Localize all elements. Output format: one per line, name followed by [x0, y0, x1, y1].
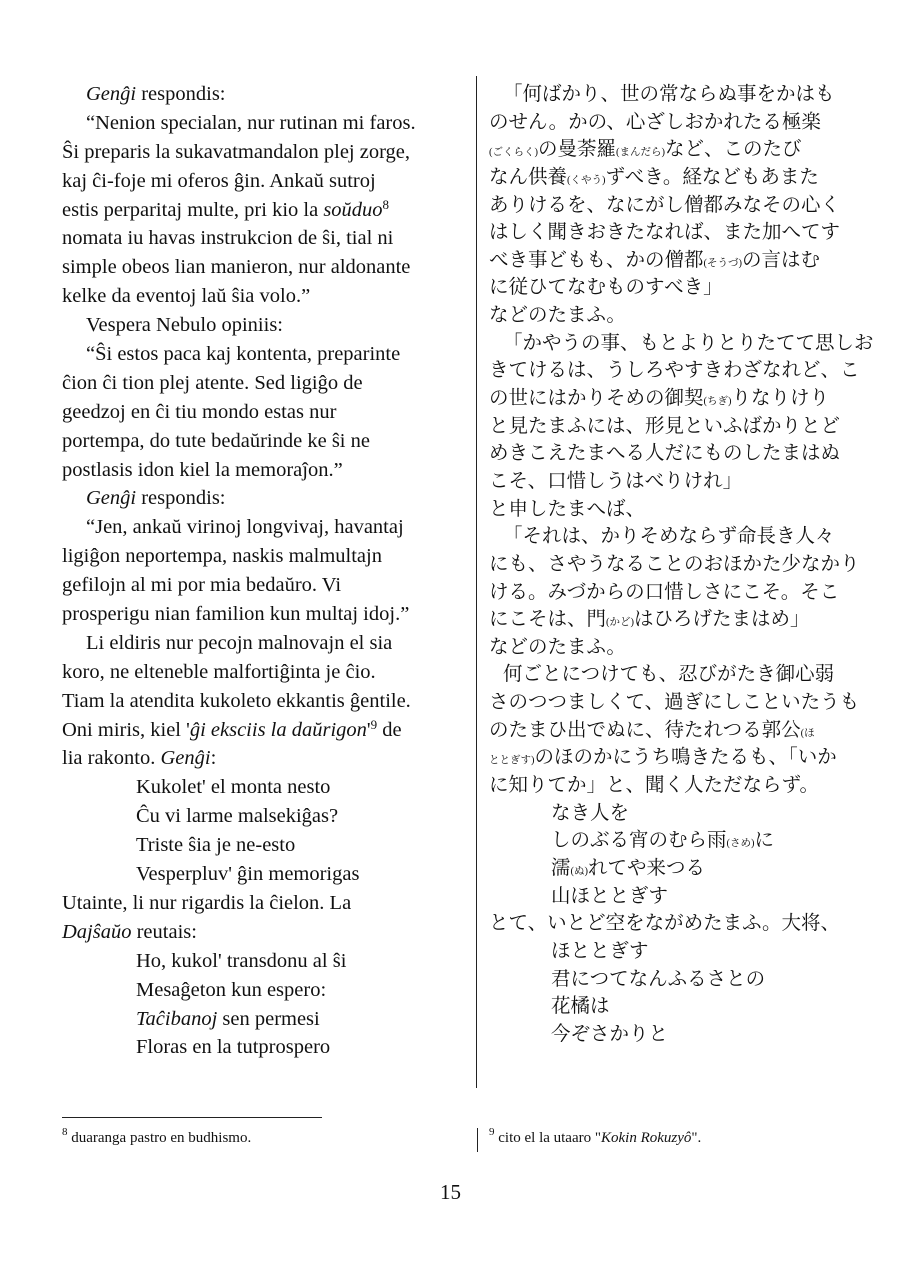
text-segment: の言はむ — [742, 249, 821, 271]
text-segment: のせん。かの、心ざしおかれたる極楽 — [489, 111, 821, 133]
text-line — [489, 993, 849, 1021]
text-line — [62, 138, 467, 167]
text-line — [489, 109, 849, 137]
text-segment: de — [377, 718, 402, 741]
text-line — [489, 827, 849, 855]
footnote-text: cito el la utaaro " — [494, 1130, 601, 1146]
text-segment: kaj ĉi-foje mi oferos ĝin. Ankaŭ sutroj — [62, 169, 376, 192]
footnote-8 — [62, 1126, 252, 1147]
text-segment: sen permesi — [217, 1007, 320, 1030]
text-segment: Tiam la atendita kukoleto ekkantis ĝentile. — [62, 689, 411, 712]
text-segment: “Nenion specialan, nur rutinan mi faros. — [86, 111, 416, 134]
text-segment: こそ、口惜しうはべりけれ」 — [489, 470, 743, 492]
text-line — [62, 484, 467, 513]
esperanto-column — [62, 80, 467, 1062]
text-segment: ' — [366, 718, 371, 741]
text-line — [489, 772, 849, 800]
text-segment: のたまひ出でぬに、待たれつる郭公 — [489, 719, 801, 741]
text-line — [489, 468, 849, 496]
text-line — [489, 81, 849, 109]
text-segment: 今ぞさかりと — [551, 1023, 669, 1045]
text-segment: nomata iu havas instrukcion de ŝi, tial ni — [62, 227, 394, 250]
text-segment: にこそは、門 — [489, 609, 607, 631]
text-segment: reutais: — [131, 920, 197, 943]
text-line — [62, 369, 467, 398]
footnote-ref: 9 — [370, 716, 378, 732]
text-line — [489, 966, 849, 994]
text-segment: Utainte, li nur rigardis la ĉielon. La — [62, 891, 352, 914]
text-line — [62, 542, 467, 571]
text-segment: Floras en la tutprospero — [136, 1036, 331, 1059]
text-segment: のほのかにうち鳴きたるも、「いか — [534, 747, 837, 769]
furigana: (さめ) — [726, 838, 755, 850]
text-segment: など、このたび — [665, 139, 802, 161]
text-segment: 何ごとにつけても、忍びがたき御心弱 — [503, 664, 835, 686]
text-segment: 濡 — [551, 857, 571, 879]
text-segment: の世にはかりそめの御契 — [489, 388, 704, 410]
text-line — [62, 167, 467, 196]
text-line — [489, 883, 849, 911]
text-line — [489, 855, 849, 883]
furigana: (まんだら) — [616, 147, 666, 159]
text-line — [489, 910, 849, 938]
text-segment: Kukolet' el monta nesto — [136, 776, 331, 799]
text-segment: 君につてなんふるさとの — [551, 968, 766, 990]
text-line — [489, 274, 849, 302]
text-segment: しのぶる宵のむら雨 — [551, 830, 727, 852]
text-segment: れてや来つる — [588, 857, 706, 879]
text-line — [489, 551, 860, 579]
text-segment: はひろげたまはめ」 — [634, 609, 810, 631]
furigana: (かど) — [606, 617, 635, 629]
text-segment: respondis: — [136, 487, 226, 510]
italic-text: soŭduo — [323, 198, 383, 221]
furigana: (ぬ) — [570, 865, 589, 877]
text-segment: に — [754, 830, 775, 852]
text-line — [489, 357, 860, 385]
text-segment: : — [210, 747, 217, 770]
text-segment: Ŝi preparis la sukavatmandalon plej zorge, — [62, 140, 411, 163]
column-divider — [476, 76, 477, 1088]
text-segment: さのつつましくて、過ぎにしこといたうも — [489, 692, 860, 714]
text-segment: ずべき。経などもあまた — [605, 166, 819, 188]
italic-text: Genĝi — [86, 83, 137, 105]
furigana: (ちぎ) — [703, 396, 732, 408]
text-line — [62, 1033, 467, 1062]
text-segment: とて、いとど空をながめたまふ。大将、 — [489, 913, 841, 935]
text-line — [62, 773, 467, 802]
text-line — [62, 224, 467, 253]
furigana: (ごくらく) — [489, 147, 538, 159]
text-segment: portempa, do tute bedaŭrinde ke ŝi ne — [62, 429, 370, 452]
text-segment: koro, ne elteneble malfortiĝinta je ĉio. — [62, 660, 376, 683]
text-line — [62, 513, 467, 542]
text-line — [62, 1005, 467, 1034]
text-line — [489, 744, 849, 772]
text-segment: Ĉu vi larme malsekiĝas? — [136, 805, 339, 828]
text-line — [62, 629, 467, 658]
text-segment: respondis: — [136, 83, 226, 105]
text-line — [62, 109, 467, 138]
text-line — [62, 427, 467, 456]
text-segment: Ho, kukol' transdonu al ŝi — [136, 949, 347, 972]
footnote-mark: 8 — [62, 1126, 68, 1138]
text-line — [62, 253, 467, 282]
italic-text: Taĉibanoj — [136, 1007, 218, 1030]
text-line — [489, 247, 849, 275]
text-line — [62, 744, 467, 773]
text-segment: と見たまふには、形見といふばかりとど — [489, 415, 841, 437]
text-line — [489, 330, 874, 358]
page-number: 15 — [440, 1180, 461, 1204]
text-segment: に知りてか」と、聞く人ただならず。 — [489, 775, 819, 797]
footnote-9 — [489, 1126, 702, 1147]
text-segment: なん供養 — [489, 166, 568, 188]
text-segment: estis perparitaj multe, pri kio la — [62, 198, 324, 221]
text-segment: prosperigu nian familion kun multaj idoj.” — [62, 603, 410, 626]
footnote-text-end: ". — [691, 1130, 702, 1146]
italic-text: Genĝi — [86, 487, 137, 510]
text-segment: などのたまふ。 — [489, 305, 626, 327]
text-line — [62, 80, 467, 109]
text-line — [62, 860, 467, 889]
text-line — [489, 136, 849, 164]
text-segment: kelke da eventoj laŭ ŝia volo.” — [62, 285, 311, 308]
text-line — [489, 302, 849, 330]
text-line — [62, 976, 467, 1005]
text-segment: はしく聞きおきたなれば、また加へてす — [489, 222, 841, 244]
text-segment: 「何ばかり、世の常ならぬ事をかはも — [503, 84, 835, 105]
italic-text: Genĝi — [160, 747, 211, 770]
text-segment: ligiĝon neportempa, naskis malmultajn — [62, 545, 382, 568]
text-segment: と申したまへば、 — [489, 498, 646, 520]
text-line — [62, 918, 467, 947]
text-line — [489, 164, 849, 192]
text-line — [489, 413, 849, 441]
footnote-title: Kokin Rokuzyô — [601, 1130, 692, 1146]
text-line — [62, 831, 467, 860]
italic-text: Dajŝaŭo — [62, 920, 132, 943]
text-segment: simple obeos lian manieron, nur aldonante — [62, 256, 411, 279]
furigana: (くやう) — [567, 174, 606, 186]
footnote-divider — [477, 1128, 478, 1152]
japanese-column — [489, 81, 874, 1048]
text-segment: きてけるは、うしろやすきわざなれど、こ — [489, 360, 860, 382]
text-segment: lia rakonto. — [62, 747, 161, 770]
text-segment: べき事どもも、かの僧都 — [489, 249, 704, 271]
text-line — [489, 689, 860, 717]
text-line — [489, 717, 849, 745]
text-line — [489, 523, 849, 551]
text-line — [489, 192, 849, 220]
text-segment: Triste ŝia je ne-esto — [136, 834, 296, 857]
text-segment: gefilojn al mi por mia bedaŭro. Vi — [62, 574, 342, 597]
text-segment: geedzoj en ĉi tiu mondo estas nur — [62, 400, 337, 423]
footnote-rule — [62, 1117, 322, 1118]
footnote-text: duaranga pastro en budhismo. — [67, 1130, 252, 1146]
footnote-mark: 9 — [489, 1126, 495, 1138]
text-segment: Vesperpluv' ĝin memorigas — [136, 863, 360, 886]
text-line — [62, 687, 467, 716]
text-line — [62, 456, 467, 485]
text-line — [489, 800, 849, 828]
text-line — [62, 282, 467, 311]
text-segment: “Ŝi estos paca kaj kontenta, preparinte — [86, 343, 401, 366]
text-line — [62, 658, 467, 687]
text-segment: 「それは、かりそめならず命長き人々 — [503, 526, 835, 548]
text-line — [489, 385, 849, 413]
text-line — [62, 398, 467, 427]
text-line — [489, 496, 849, 524]
text-line — [62, 340, 467, 369]
text-segment: 山ほととぎす — [551, 885, 669, 907]
text-segment: に従ひてなむものすべき」 — [489, 277, 723, 299]
text-segment: などのたまふ。 — [489, 636, 626, 658]
text-segment: Oni miris, kiel ' — [62, 718, 190, 741]
text-segment: “Jen, ankaŭ virinoj longvivaj, havantaj — [86, 516, 404, 539]
text-line — [489, 1021, 849, 1049]
text-segment: Li eldiris nur pecojn malnovajn el sia — [86, 631, 393, 654]
footnote-ref: 8 — [382, 196, 390, 212]
text-line — [62, 802, 467, 831]
text-segment: ĉion ĉi tion plej atente. Sed ligiĝo de — [62, 371, 363, 394]
text-segment: の曼荼羅 — [538, 139, 617, 161]
text-line — [62, 716, 467, 745]
text-segment: ける。みづからの口惜しさにこそ。そこ — [489, 581, 840, 603]
text-line — [489, 661, 849, 689]
text-line — [62, 947, 467, 976]
text-line — [62, 571, 467, 600]
text-line — [489, 634, 849, 662]
text-segment: めきこえたまへる人だにものしたまはぬ — [489, 443, 841, 465]
text-line — [62, 600, 467, 629]
text-line — [489, 440, 849, 468]
text-segment: ありけるを、なにがし僧都みなその心く — [489, 194, 841, 216]
text-line — [489, 606, 849, 634]
text-line — [489, 938, 849, 966]
furigana: ととぎす) — [489, 755, 535, 767]
text-line — [62, 311, 467, 340]
furigana: (そうづ) — [703, 257, 743, 269]
text-segment: ほととぎす — [551, 940, 649, 962]
text-line — [489, 579, 849, 607]
text-segment: にも、さやうなることのおほかた少なかり — [489, 553, 860, 575]
italic-text: ĝi eksciis la daŭrigon — [189, 718, 367, 741]
text-segment: Vespera Nebulo opiniis: — [86, 314, 283, 337]
furigana: (ほ — [800, 727, 815, 739]
text-segment: りなりけり — [731, 388, 830, 410]
text-line — [62, 196, 467, 225]
text-segment: 「かやうの事、もとよりとりたてて思しお — [503, 332, 874, 354]
text-segment: postlasis idon kiel la memoraĵon.” — [62, 458, 343, 481]
text-segment: 花橘は — [551, 996, 610, 1018]
text-line — [62, 889, 467, 918]
text-line — [489, 219, 849, 247]
text-segment: Mesaĝeton kun espero: — [136, 978, 327, 1001]
text-segment: なき人を — [551, 802, 630, 824]
